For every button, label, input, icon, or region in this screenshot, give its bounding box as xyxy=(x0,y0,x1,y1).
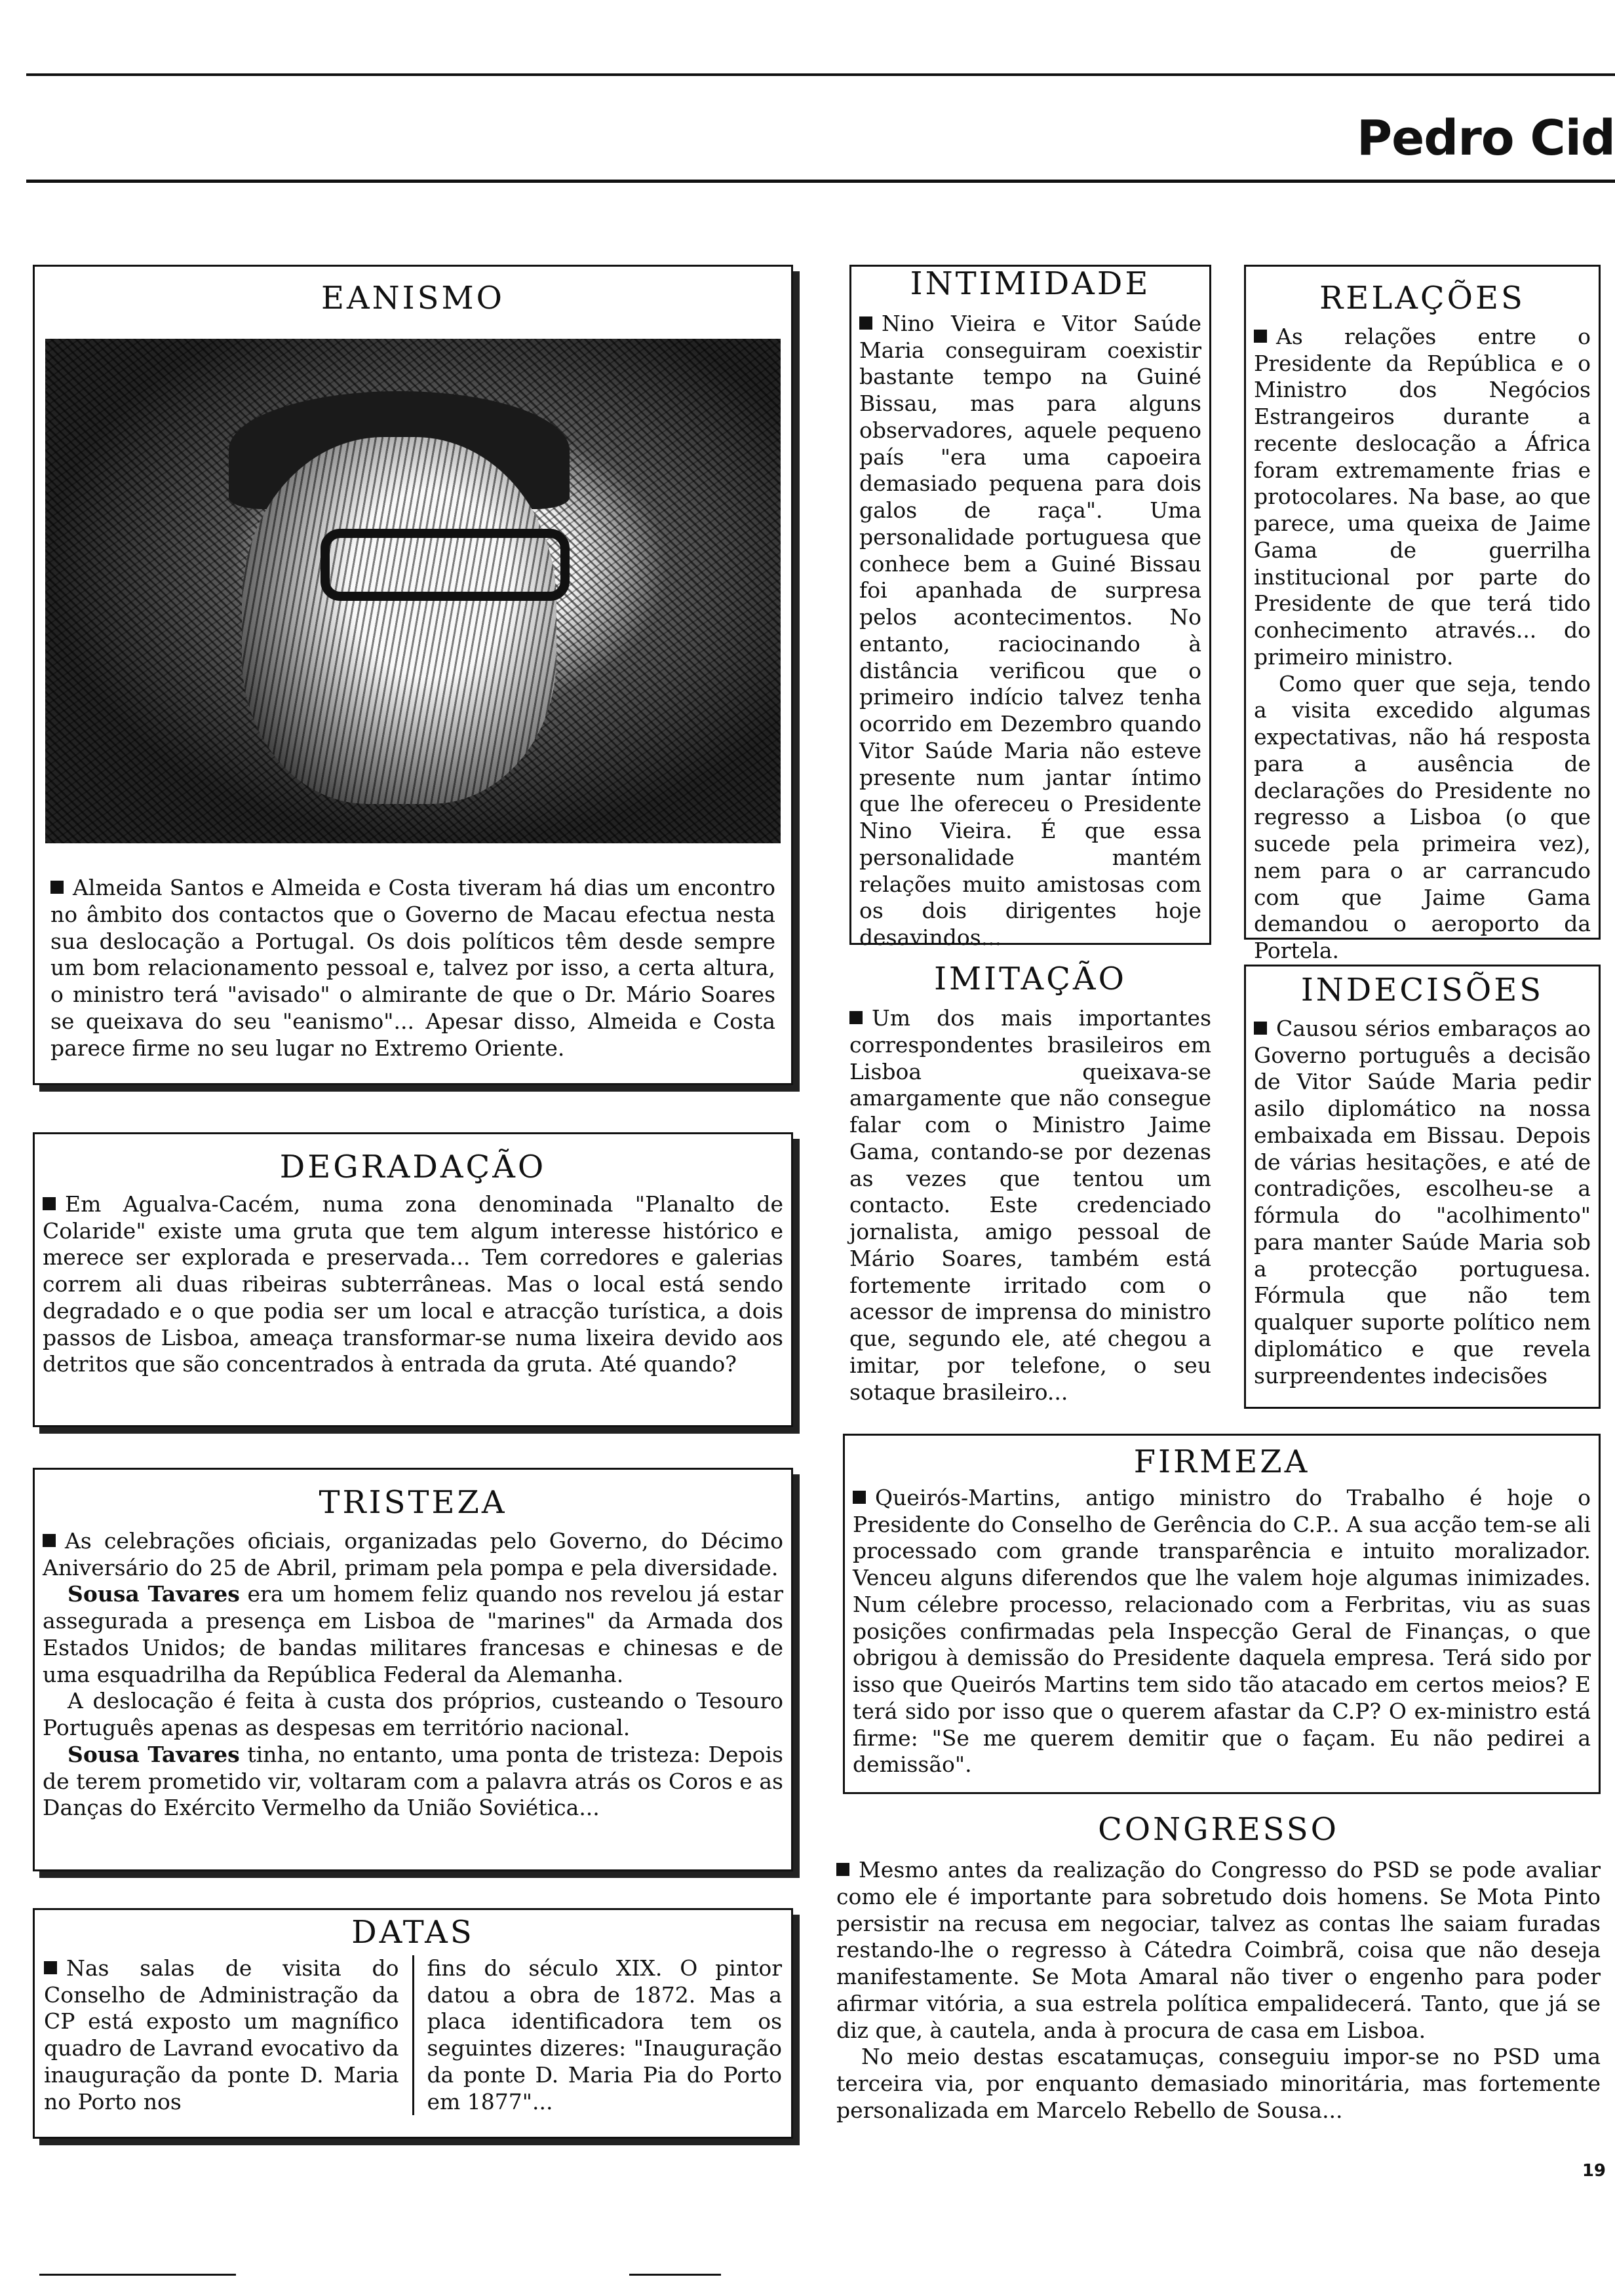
bullet-icon xyxy=(836,1863,849,1876)
bullet-icon xyxy=(43,1534,56,1547)
photo-face-shape xyxy=(242,437,556,804)
degradacao-text: Em Agualva-Cacém, numa zona denominada "Planalto de Colaride" existe uma gruta que tem algum interesse histórico e merece ser explorada e preservada... Tem corredores e galerias correm ali duas ribeiras subterrâneas. Mas o local está sendo degradado e o que podia ser um local e atracção turística, a dois passos de Lisboa, ameaça transformar-se numa lixeira devido aos detritos que são concentrados à entrada da gruta. Até quando? xyxy=(43,1191,783,1377)
bullet-icon xyxy=(43,1197,56,1210)
degradacao-title: DEGRADAÇÃO xyxy=(279,1149,547,1185)
imitacao-text: Um dos mais importantes correspondentes brasileiros em Lisboa queixava-se amargamente que não consegue falar com o Ministro Jaime Gama, contando-se por dezenas as vezes que tentou um contacto. Este credenciado jornalista, amigo pessoal de Mário Soares, também está fortemente irritado com o acessor de imprensa do ministro que, segundo ele, até chegou a imitar, por telefone, o seu sotaque brasileiro... xyxy=(849,1005,1211,1405)
bullet-icon xyxy=(44,1961,57,1974)
firmeza-box xyxy=(843,1434,1601,1794)
datas-column-divider xyxy=(412,1955,414,2116)
portrait-photo-icon xyxy=(45,339,781,843)
tristeza-p3: A deslocação é feita à custa dos próprios, custeando o Tesouro Português apenas as despesas em território nacional. xyxy=(43,1688,783,1741)
tristeza-p4-lead: Sousa Tavares xyxy=(68,1741,240,1767)
datas-col-2 xyxy=(427,1955,783,2116)
intimidade-title: INTIMIDADE xyxy=(910,265,1151,302)
indecisoes-text: Causou sérios embaraços ao Governo português a decisão de Vitor Saúde Maria pedir asilo diplomático na nossa embaixada em Bissau. Depois de várias hesitações, e até de contradições, escolheu-se a fórmula do "acolhimento" para manter Saúde Maria sob a protecção portuguesa. Fórmula que não tem qualquer suporte político nem diplomático e que revela surpreendentes indecisões xyxy=(1254,1015,1591,1388)
datas-col1-text: Nas salas de visita do Conselho de Administração da CP está exposto um magnífico quadro de Lavrand evocativo da inauguração da ponte D. Maria no Porto nos xyxy=(44,1955,399,2114)
relacoes-title: RELAÇÕES xyxy=(1319,280,1525,316)
congresso-p1: Mesmo antes da realização do Congresso do PSD se pode avaliar como ele é importante para sobretudo dois homens. Se Mota Pinto persistir na recusa em negociar, talvez as contas lhe saiam furadas restando-lhe o regresso à Cátedra Coimbrã, coisa que não deseja manifestamente. Se Mota Amaral não tiver o engenho para poder afirmar vitória, a sua estrela política empalidecerá. Tanto, que já se diz que, à cautela, anda à procura de casa em Lisboa. xyxy=(836,1857,1601,2043)
page-number: 19 xyxy=(1582,2161,1606,2181)
degradacao-body xyxy=(35,1191,791,1378)
tristeza-body xyxy=(35,1528,791,1822)
relacoes-box xyxy=(1244,265,1601,964)
datas-box xyxy=(33,1908,793,2139)
tristeza-box xyxy=(33,1468,793,1871)
eanismo-text: Almeida Santos e Almeida e Costa tiveram há dias um encontro no âmbito dos contactos que o Governo de Macau efectua nesta sua deslocação a Portugal. Os dois políticos têm desde sempre um bom relacionamento pessoal e, talvez por isso, a certa altura, o ministro terá "avisado" o almirante de que o Dr. Mário Soares se queixava do seu "eanismo"... Apesar disso, Almeida e Costa parece firme no seu lugar no Extremo Oriente. xyxy=(50,875,775,1061)
bullet-icon xyxy=(1254,330,1267,343)
congresso-title: CONGRESSO xyxy=(1098,1811,1339,1848)
author-name: Pedro Cid xyxy=(1356,110,1615,166)
datas-title: DATAS xyxy=(351,1914,475,1951)
firmeza-body xyxy=(845,1485,1599,1778)
imitacao-body xyxy=(849,1005,1211,1406)
imitacao-section xyxy=(849,961,1211,1406)
bullet-icon xyxy=(50,881,64,894)
relacoes-body xyxy=(1246,324,1599,965)
tristeza-p4: tinha, no entanto, uma ponta de tristeza: Depois de terem prometido vir, voltaram com a palavra atrás os Coros e as Danças do Exército Vermelho da União Soviética... xyxy=(43,1741,783,1821)
footer-rule-2 xyxy=(629,2274,721,2276)
degradacao-box xyxy=(33,1132,793,1427)
intimidade-text: Nino Vieira e Vitor Saúde Maria conseguiram coexistir bastante tempo na Guiné Bissau, mas para alguns observadores, aquele pequeno país "era uma capoeira demasiado pequena para dois galos de raça". Uma personalidade portuguesa que conhece bem a Guiné Bissau foi apanhada de surpresa pelos acontecimentos. No entanto, raciocinando à distância verificou que o primeiro indício talvez tenha ocorrido em Dezembro quando Vitor Saúde Maria não esteve presente num jantar íntimo que lhe ofereceu o Presidente Nino Vieira. É que essa personalidade mantém relações muito amistosas com os dois dirigentes hoje desavindos... xyxy=(859,310,1201,951)
datas-columns xyxy=(35,1955,791,2116)
relacoes-p2: Como quer que seja, tendo a visita excedido algumas expectativas, não há resposta para a ausência de declarações do Presidente no regresso a Lisboa (o que sucede pela primeira vez), nem para o ar carrancudo com que Jaime Gama demandou o aeroporto da Portela. xyxy=(1254,670,1591,964)
imitacao-title: IMITAÇÃO xyxy=(934,961,1127,997)
bullet-icon xyxy=(859,316,872,330)
indecisoes-title: INDECISÕES xyxy=(1300,972,1544,1008)
intimidade-body xyxy=(851,311,1209,951)
bullet-icon xyxy=(849,1011,863,1024)
header-rule-top xyxy=(26,73,1615,76)
congresso-body xyxy=(836,1857,1601,2124)
relacoes-p1: As relações entre o Presidente da República e o Ministro dos Negócios Estrangeiros durante a recente deslocação a África foram extremamente frias e protocolares. Na base, ao que parece, uma queixa de Jaime Gama de guerrilha institucional por parte do Presidente de que terá tido conhecimento através... do primeiro ministro. xyxy=(1254,323,1591,670)
bullet-icon xyxy=(853,1491,866,1504)
indecisoes-box xyxy=(1244,965,1601,1409)
tristeza-title: TRISTEZA xyxy=(319,1484,507,1521)
tristeza-p1: As celebrações oficiais, organizadas pelo Governo, do Décimo Aniversário do 25 de Abril, primam pela pompa e pela diversidade. xyxy=(43,1527,783,1580)
congresso-section xyxy=(836,1811,1601,2124)
tristeza-p2: era um homem feliz quando nos revelou já estar assegurada a presença em Lisboa de "marines" da Armada dos Estados Unidos; de bandas militares francesas e chinesas e de uma esquadrilha da República Federal da Alemanha. xyxy=(43,1581,783,1687)
firmeza-title: FIRMEZA xyxy=(1133,1444,1310,1480)
congresso-p2: No meio destas escatamuças, conseguiu impor-se no PSD uma terceira via, por enquanto demasiado minoritária, mas fortemente personalizada em Marcelo Rebello de Sousa... xyxy=(836,2044,1601,2123)
eanismo-box xyxy=(33,265,793,1085)
eanismo-title: EANISMO xyxy=(321,280,505,316)
indecisoes-body xyxy=(1246,1016,1599,1390)
footer-rule xyxy=(39,2274,236,2276)
eanismo-body xyxy=(43,875,783,1062)
bullet-icon xyxy=(1254,1022,1267,1035)
photo-glasses-shape xyxy=(321,529,570,601)
datas-col-1 xyxy=(44,1955,399,2116)
datas-col2-text: fins do século XIX. O pintor datou a obra de 1872. Mas a placa identificadora tem os seguintes dizeres: "Inauguração da ponte D. Maria Pia do Porto em 1877"... xyxy=(427,1955,782,2114)
intimidade-box xyxy=(849,265,1211,951)
firmeza-text: Queirós-Martins, antigo ministro do Trabalho é hoje o Presidente do Conselho de Gerência do C.P.. A sua acção tem-se ali processado com grande transparência e intuito moralizador. Venceu alguns diferendos que lhe valem hoje algumas inimizades. Num célebre processo, relacionado com a Ferbritas, viu as suas posições confirmadas pela Inspecção Geral de Finanças, o que obrigou à demissão do Presidente daquela empresa. Terá sido por isso que Queirós Martins tem sido tão atacado em certos meios? E terá sido por isso que o querem afastar da C.P? O ex-ministro está firme: "Se me querem demitir que o façam. Eu não pedirei a demissão". xyxy=(853,1484,1591,1778)
tristeza-p2-lead: Sousa Tavares xyxy=(68,1581,240,1607)
header-rule-bottom xyxy=(26,180,1615,183)
